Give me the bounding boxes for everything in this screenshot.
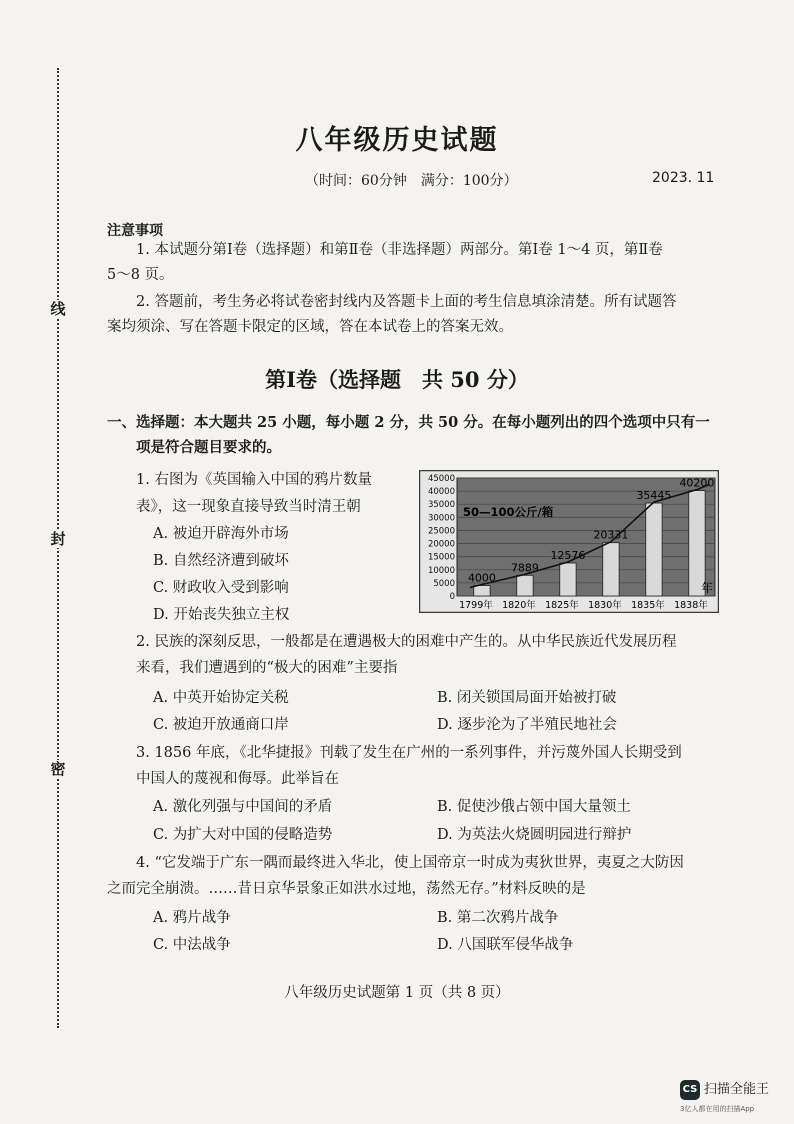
question-4-option-a: A. 鸦片战争 <box>153 910 231 926</box>
y-tick-label: 45000 <box>427 474 455 484</box>
notes-item2-line1: 2. 答题前，考生务必将试卷密封线内及答题卡上面的考生信息填涂清楚。所有试题答 <box>136 294 677 310</box>
question-1-option-d: D. 开始丧失独立主权 <box>153 607 290 623</box>
question-3-option-a: A. 激化列强与中国间的矛盾 <box>153 799 333 815</box>
x-tick-label: 1820年 <box>502 600 536 611</box>
binding-char-top: 线 <box>50 300 66 318</box>
unit-label: 50—100公斤/箱 <box>463 505 554 520</box>
exam-time-info: （时间：60分钟 满分：100分） <box>305 173 518 189</box>
binding-char-bottom: 密 <box>50 760 66 778</box>
data-label: 20331 <box>593 528 629 542</box>
question-1-stem-line2: 表》，这一现象直接导致当时清王朝 <box>136 499 361 515</box>
scanner-logo-icon: CS <box>680 1080 700 1100</box>
question-3-stem-line1: 3. 1856 年底，《北华捷报》刊载了发生在广州的一系列事件，并污蔑外国人长期受到 <box>136 745 682 761</box>
question-3-option-d: D. 为英法火烧圆明园进行辩护 <box>437 827 632 843</box>
y-tick-label: 30000 <box>427 513 455 524</box>
question-1-option-b: B. 自然经济遭到破坏 <box>153 553 289 569</box>
bar-1820年 <box>517 575 533 596</box>
question-4-option-b: B. 第二次鸦片战争 <box>437 910 559 926</box>
question-2-option-b: B. 闭关锁国局面开始被打破 <box>437 690 617 706</box>
y-tick-label: 10000 <box>427 565 455 576</box>
y-tick-label: 40000 <box>427 487 455 498</box>
binding-char-middle: 封 <box>50 530 66 548</box>
x-tick-label: 1825年 <box>545 600 579 611</box>
opium-import-chart <box>419 470 719 613</box>
question-1-stem-line1: 1. 右图为《英国输入中国的鸦片数量 <box>136 472 372 488</box>
x-tick-label: 1830年 <box>588 600 622 611</box>
y-tick-label: 20000 <box>427 539 455 550</box>
question-4-stem-line2: 之而完全崩溃。……昔日京华景象正如洪水过地，荡然无存。”材料反映的是 <box>107 881 586 897</box>
data-label: 7889 <box>510 561 539 575</box>
bar-1799年 <box>474 586 490 596</box>
x-unit-label: 年 <box>701 581 714 595</box>
x-tick-label: 1838年 <box>674 600 708 611</box>
scanner-tagline: 3亿人都在用的扫描App <box>680 1105 755 1113</box>
question-2-stem-line2: 来看，我们遭遇到的“极大的困难”主要指 <box>136 660 398 676</box>
question-1-option-a: A. 被迫开辟海外市场 <box>153 526 289 542</box>
y-tick-label: 25000 <box>427 526 455 537</box>
y-tick-label: 0 <box>449 592 455 602</box>
x-tick-label: 1799年 <box>459 600 493 611</box>
y-tick-label: 15000 <box>427 552 455 563</box>
bar-1825年 <box>560 563 576 596</box>
notes-item1-line2: 5～8 页。 <box>107 267 174 283</box>
y-tick-label: 35000 <box>427 500 455 511</box>
question-2-option-a: A. 中英开始协定关税 <box>153 690 289 706</box>
exam-date: 2023. 11 <box>652 170 715 186</box>
question-2-option-d: D. 逐步沦为了半殖民地社会 <box>437 717 617 733</box>
question-4-stem-line1: 4. “它发端于广东一隅而最终进入华北，使上国帝京一时成为夷狄世界，夷夏之大防因 <box>136 855 684 871</box>
y-tick-label: 5000 <box>433 578 455 589</box>
x-tick-label: 1835年 <box>631 600 665 611</box>
question-2-stem-line1: 2. 民族的深刻反思，一般都是在遭遇极大的困难中产生的。从中华民族近代发展历程 <box>136 634 677 650</box>
instructions-line2: 项是符合题目要求的。 <box>136 439 281 456</box>
bar-1830年 <box>603 543 619 596</box>
question-4-option-c: C. 中法战争 <box>153 937 231 953</box>
data-label: 12576 <box>550 549 586 563</box>
question-2-option-c: C. 被迫开放通商口岸 <box>153 717 289 733</box>
data-label: 40200 <box>679 476 715 490</box>
question-3-option-b: B. 促使沙俄占领中国大量领土 <box>437 799 631 815</box>
binding-dotted-line <box>57 68 59 1028</box>
page-footer: 八年级历史试题第 1 页（共 8 页） <box>284 985 510 1001</box>
question-4-option-d: D. 八国联军侵华战争 <box>437 937 574 953</box>
question-1-option-c: C. 财政收入受到影响 <box>153 580 289 596</box>
question-3-option-c: C. 为扩大对中国的侵略造势 <box>153 827 333 843</box>
scanner-brand-name: 扫描全能王 <box>704 1082 770 1097</box>
notes-item2-line2: 案均须涂、写在答题卡限定的区域，答在本试卷上的答案无效。 <box>107 319 513 335</box>
data-label: 4000 <box>467 571 496 585</box>
notes-heading: 注意事项 <box>107 223 163 239</box>
section-title: 第Ⅰ卷（选择题 共 50 分） <box>265 367 529 392</box>
question-3-stem-line2: 中国人的蔑视和侮辱。此举旨在 <box>136 771 339 787</box>
page-title: 八年级历史试题 <box>295 125 499 156</box>
notes-item1-line1: 1. 本试题分第Ⅰ卷（选择题）和第Ⅱ卷（非选择题）两部分。第Ⅰ卷 1～4 页，第Ⅱ卷 <box>136 242 663 258</box>
instructions-line1: 一、选择题：本大题共 25 小题，每小题 2 分，共 50 分。在每小题列出的四个选项中只有一 <box>107 414 710 431</box>
data-label: 35445 <box>636 489 672 503</box>
bar-1835年 <box>646 503 662 596</box>
